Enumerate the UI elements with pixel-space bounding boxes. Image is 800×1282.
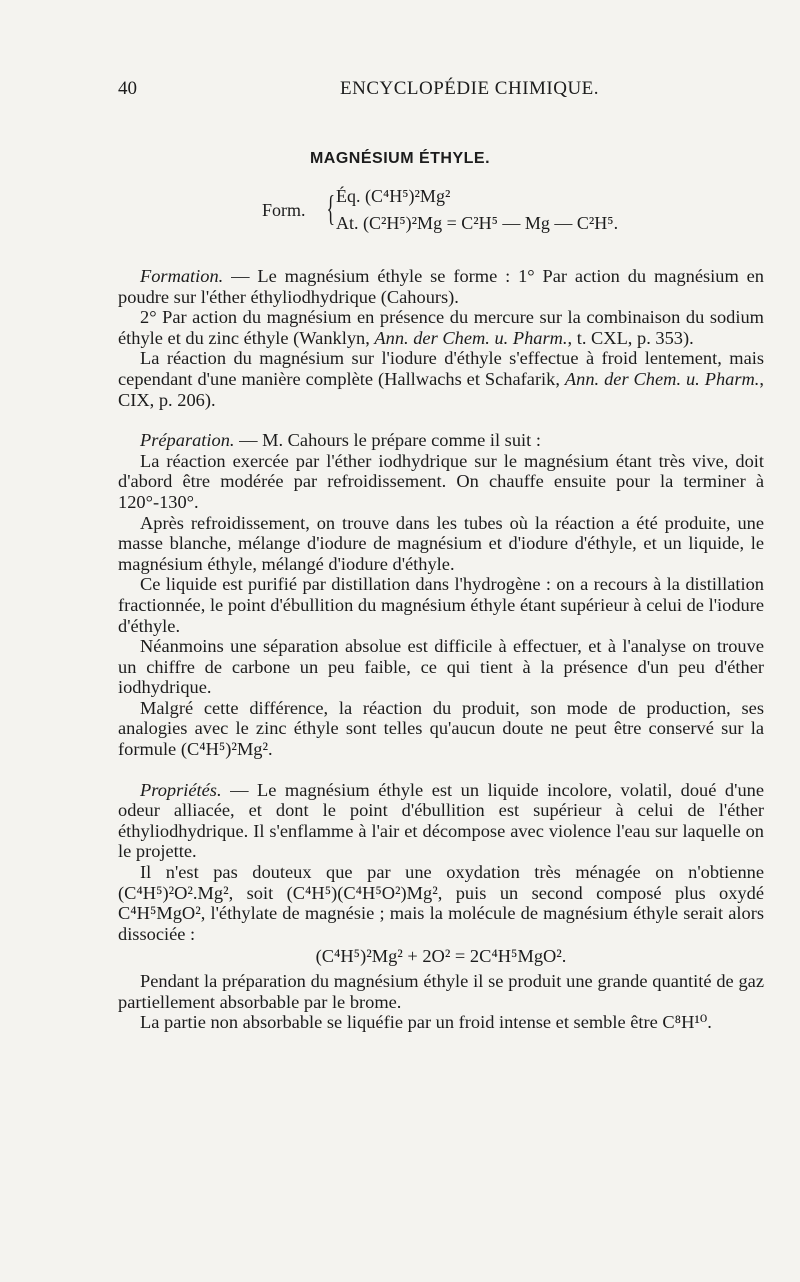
- preparation-paragraph-2: La réaction exercée par l'éther iodhydrique sur le magnésium étant très vive, doit d'abord être modérée par refroidissement. On chauffe ensuite pour la terminer à 120°-130°.: [118, 450, 764, 512]
- properties-paragraph-2: Il n'est pas douteux que par une oxydation très ménagée on n'obtienne (C⁴H⁵)²O².Mg², soit (C⁴H⁵)(C⁴H⁵O²)Mg², puis un second composé plus oxydé C⁴H⁵MgO², l'éthylate de magnésie ; mais la molécule de magnésium éthyle serait alors dissociée :: [118, 862, 764, 944]
- preparation-paragraph-4: Ce liquide est purifié par distillation dans l'hydrogène : on a recours à la distillation fractionnée, le point d'ébullition du magnésium éthyle étant supérieur à celui de l'iodure d'éthyle.: [118, 574, 764, 636]
- preparation-paragraph-3: Après refroidissement, on trouve dans les tubes où la réaction a été produite, une masse blanche, mélange d'iodure de magnésium et d'iodure d'éthyle, et un liquide, le magnésium éthyle, mélangé d'iodure d'éthyle.: [118, 512, 764, 574]
- body-text: [118, 266, 764, 1033]
- properties-paragraph-3: Pendant la préparation du magnésium éthyle il se produit une grande quantité de gaz partiellement absorbable par le brome.: [118, 971, 764, 1012]
- formula-equivalent: Éq. (C⁴H⁵)²Mg²: [336, 186, 451, 206]
- preparation-paragraph-5: Néanmoins une séparation absolue est difficile à effectuer, et à l'analyse on trouve un chiffre de carbone un peu faible, ce qui tient à la présence d'un peu d'éther iodhydrique.: [118, 636, 764, 698]
- page-number: 40: [118, 78, 137, 99]
- formula-label: Form.: [262, 200, 306, 220]
- properties-paragraph-1: Propriétés. — Le magnésium éthyle est un liquide incolore, volatil, doué d'une odeur alliacée, et dont le point d'ébullition est supérieur à celui de l'éther éthyliodhydrique. Il s'enflamme à l'air et décompose avec violence l'eau sur laquelle on le projette.: [118, 779, 764, 862]
- formation-heading: Formation.: [140, 266, 224, 286]
- preparation-paragraph-1: Préparation. — M. Cahours le prépare comme il suit :: [140, 430, 541, 451]
- section-title: MAGNÉSIUM ÉTHYLE.: [309, 150, 491, 167]
- formula-atomic: At. (C²H⁵)²Mg = C²H⁵ — Mg — C²H⁵.: [336, 213, 619, 233]
- running-title: ENCYCLOPÉDIE CHIMIQUE.: [340, 78, 600, 99]
- properties-paragraph-4: La partie non absorbable se liquéfie par un froid intense et semble être C⁸H¹⁰.: [140, 1012, 712, 1033]
- preparation-paragraph-6: Malgré cette différence, la réaction du produit, son mode de production, ses analogies avec le zinc éthyle sont telles qu'aucun doute ne peut être conservé sur la formule (C⁴H⁵)²Mg².: [118, 697, 764, 760]
- brace-glyph: {: [326, 188, 335, 228]
- formation-paragraph-3: La réaction du magnésium sur l'iodure d'éthyle s'effectue à froid lentement, mais cependant d'une manière complète (Hallwachs et Schafarik, Ann. der Chem. u. Pharm., CIX, p. 206).: [118, 348, 764, 410]
- formation-paragraph-1: Formation. — Le magnésium éthyle se forme : 1° Par action du magnésium en poudre sur l'éther éthyliodhydrique (Cahours).: [118, 266, 764, 307]
- formation-paragraph-2: 2° Par action du magnésium en présence du mercure sur la combinaison du sodium éthyle et du zinc éthyle (Wanklyn, Ann. der Chem. u. Pharm., t. CXL, p. 353).: [118, 307, 764, 348]
- properties-heading: Propriétés.: [140, 779, 222, 800]
- preparation-heading: Préparation.: [140, 430, 235, 451]
- reaction-equation: (C⁴H⁵)²Mg² + 2O² = 2C⁴H⁵MgO².: [315, 946, 567, 967]
